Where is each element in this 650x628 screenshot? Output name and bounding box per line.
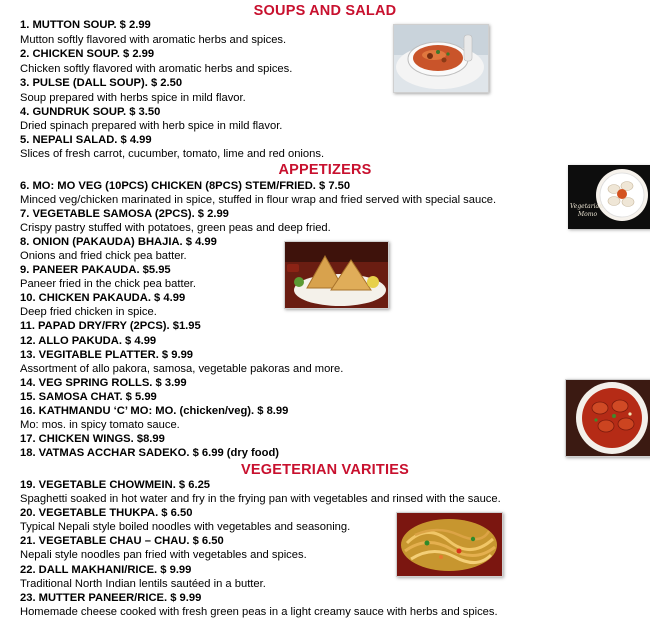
- menu-item-title: 5. NEPALI SALAD. $ 4.99: [20, 134, 152, 146]
- menu-item-description: Dried spinach prepared with herb spice in mild flavor.: [20, 120, 283, 132]
- menu-item-description: Soup prepared with herbs spice in mild flavor.: [20, 92, 246, 104]
- menu-item-title: 7. VEGETABLE SAMOSA (2PCS). $ 2.99: [20, 208, 229, 220]
- menu-item-title: 22. DALL MAKHANI/RICE. $ 9.99: [20, 564, 192, 576]
- momo-photo-label-2: Momo: [578, 211, 598, 218]
- menu-item-title: 3. PULSE (DALL SOUP). $ 2.50: [20, 77, 183, 89]
- menu-item-description: Homemade cheese cooked with fresh green peas in a light creamy sauce with herbs and spices.: [20, 606, 498, 618]
- menu-item-title: 11. PAPAD DRY/FRY (2PCS). $1.95: [20, 320, 201, 332]
- menu-item-title: 4. GUNDRUK SOUP. $ 3.50: [20, 106, 161, 118]
- menu-item-title: 18. VATMAS ACCHAR SADEKO. $ 6.99 (dry food): [20, 447, 279, 459]
- menu-item-description: Nepali style noodles pan fried with vegetables and spices.: [20, 549, 307, 561]
- menu-item-title: 6. MO: MO VEG (10PCS) CHICKEN (8PCS) STEM/FRIED. $ 7.50: [20, 180, 351, 192]
- menu-item-title: 13. VEGITABLE PLATTER. $ 9.99: [20, 349, 194, 361]
- menu-item-title: 23. MUTTER PANEER/RICE. $ 9.99: [20, 592, 202, 604]
- menu-item-description: Assortment of allo pakora, samosa, vegetable pakoras and more.: [20, 363, 344, 375]
- menu-item-title: 20. VEGETABLE THUKPA. $ 6.50: [20, 507, 193, 519]
- menu-item-description: Mutton softly flavored with aromatic herbs and spices.: [20, 34, 287, 46]
- menu-item-title: 1. MUTTON SOUP. $ 2.99: [20, 19, 151, 31]
- momo-photo-label-1: Vegetarian: [570, 203, 603, 210]
- menu-item-description: Deep fried chicken in spice.: [20, 306, 157, 318]
- vegetarian-momo-photo: [568, 165, 650, 229]
- section-heading-appetizers: APPETIZERS: [278, 162, 372, 178]
- menu-item-description: Minced veg/chicken marinated in spice, stuffed in flour wrap and fried served with special sauce.: [20, 194, 497, 206]
- menu-item-title: 10. CHICKEN PAKAUDA. $ 4.99: [20, 292, 186, 304]
- section-heading-soups-and-salad: SOUPS AND SALAD: [253, 3, 397, 19]
- menu-item-description: Crispy pastry stuffed with potatoes, green peas and deep fried.: [20, 222, 331, 234]
- soup-bowl-photo: [393, 24, 489, 93]
- menu-item-title: 8. ONION (PAKAUDA) BHAJIA. $ 4.99: [20, 236, 217, 248]
- menu-item-title: 17. CHICKEN WINGS. $8.99: [20, 433, 165, 445]
- menu-item-title: 19. VEGETABLE CHOWMEIN. $ 6.25: [20, 479, 211, 491]
- menu-item-title: 15. SAMOSA CHAT. $ 5.99: [20, 391, 157, 403]
- menu-item-title: 21. VEGETABLE CHAU – CHAU. $ 6.50: [20, 535, 224, 547]
- chowmein-noodles-photo: [396, 512, 503, 577]
- menu-item-title: 16. KATHMANDU ‘C’ MO: MO. (chicken/veg). $ 8.99: [20, 405, 289, 417]
- menu-item-title: 14. VEG SPRING ROLLS. $ 3.99: [20, 377, 187, 389]
- section-heading-vegeterian-varities: VEGETERIAN VARITIES: [241, 462, 409, 478]
- menu-item-description: Typical Nepali style boiled noodles with vegetables and seasoning.: [20, 521, 351, 533]
- samosa-photo: [284, 241, 389, 309]
- cropped-header-remnant: [0, 0, 650, 1]
- menu-item-description: Traditional North Indian lentils sautéed in a butter.: [20, 578, 266, 590]
- menu-item-title: 12. ALLO PAKUDA. $ 4.99: [20, 335, 157, 347]
- menu-item-title: 9. PANEER PAKAUDA. $5.95: [20, 264, 171, 276]
- menu-item-title: 2. CHICKEN SOUP. $ 2.99: [20, 48, 155, 60]
- menu-item-description: Slices of fresh carrot, cucumber, tomato, lime and red onions.: [20, 148, 325, 160]
- menu-item-description: Spaghetti soaked in hot water and fry in the frying pan with vegetables and rinsed with the sauce.: [20, 493, 501, 505]
- spicy-momo-photo: [565, 379, 650, 457]
- menu-item-description: Mo: mos. in spicy tomato sauce.: [20, 419, 180, 431]
- menu-item-description: Onions and fried chick pea batter.: [20, 250, 187, 262]
- menu-item-description: Chicken softly flavored with aromatic herbs and spices.: [20, 63, 293, 75]
- menu-item-description: Paneer fried in the chick pea batter.: [20, 278, 197, 290]
